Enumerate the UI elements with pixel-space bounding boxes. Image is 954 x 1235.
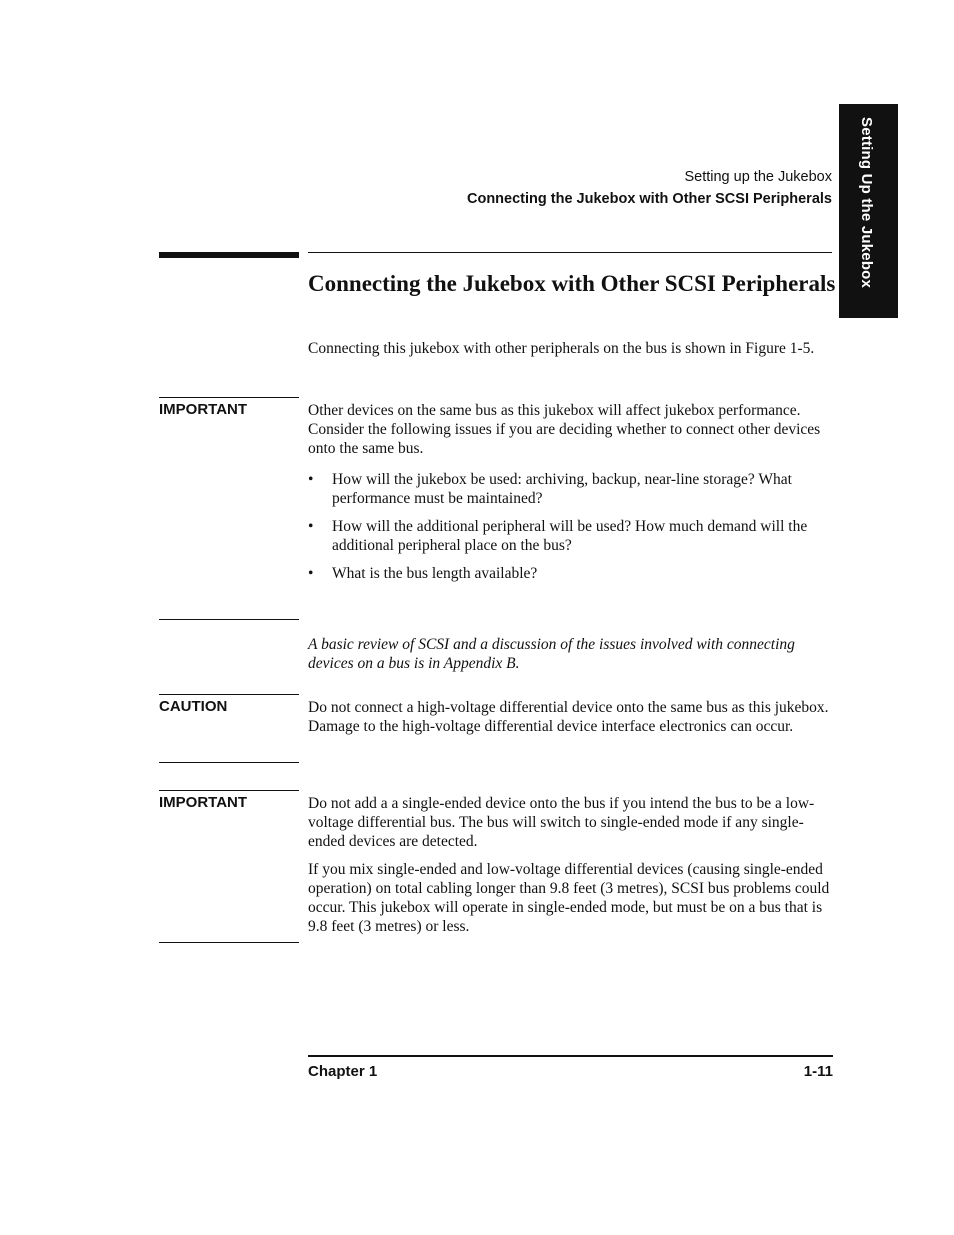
note-label: IMPORTANT	[159, 794, 248, 811]
note-label: IMPORTANT	[159, 401, 248, 418]
list-item: • How will the jukebox be used: archiving, backup, near-line storage? What performance must be maintained?	[308, 470, 833, 508]
note-bottom-rule	[159, 762, 299, 763]
appendix-note: A basic review of SCSI and a discussion of the issues involved with connecting devices on a bus is in Appendix B.	[308, 636, 795, 672]
running-header	[467, 166, 832, 210]
note-paragraph: If you mix single-ended and low-voltage differential devices (causing single-ended operation) on total cabling longer than 9.8 feet (3 metres), SCSI bus problems could occur. This jukebox will operate in single-ended mode, but must be on a bus that is 9.8 feet (3 metres) or less.	[308, 861, 830, 935]
note-body	[308, 794, 833, 936]
section-thick-rule	[159, 252, 299, 258]
section-title: Connecting the Jukebox with Other SCSI Peripherals	[308, 271, 836, 296]
page-number: 1-11	[803, 1063, 833, 1080]
running-header-section: Connecting the Jukebox with Other SCSI Peripherals	[467, 191, 832, 207]
note-bottom-rule	[159, 942, 299, 943]
footer-chapter: Chapter 1	[308, 1063, 378, 1080]
note-body	[308, 401, 833, 592]
note-top-rule	[159, 790, 299, 791]
note-paragraph: Do not add a a single-ended device onto the bus if you intend the bus to be a low-voltage differential bus. The bus will switch to single-ended mode if any single-ended devices are detected.	[308, 795, 815, 850]
side-tab-label: Setting Up the Jukebox	[858, 117, 875, 289]
note-bottom-rule	[159, 619, 299, 620]
caution-label: CAUTION	[159, 698, 228, 715]
note-text: Other devices on the same bus as this jukebox will affect jukebox performance. Consider the following issues if you are deciding whether to connect other devices onto the same bus.	[308, 402, 821, 457]
note-top-rule	[159, 694, 299, 695]
section-thin-rule	[308, 252, 832, 253]
running-header-chapter: Setting up the Jukebox	[684, 169, 832, 185]
footer-rule	[308, 1055, 833, 1057]
bullet-list	[308, 470, 833, 583]
caution-text: Do not connect a high-voltage differential device onto the same bus as this jukebox. Damage to the high-voltage differential device interface electronics can occur.	[308, 699, 829, 735]
section-intro: Connecting this jukebox with other peripherals on the bus is shown in Figure 1-5.	[308, 340, 815, 357]
note-top-rule	[159, 397, 299, 398]
list-item: • What is the bus length available?	[308, 564, 833, 583]
list-item: • How will the additional peripheral will be used? How much demand will the additional peripheral place on the bus?	[308, 517, 833, 555]
